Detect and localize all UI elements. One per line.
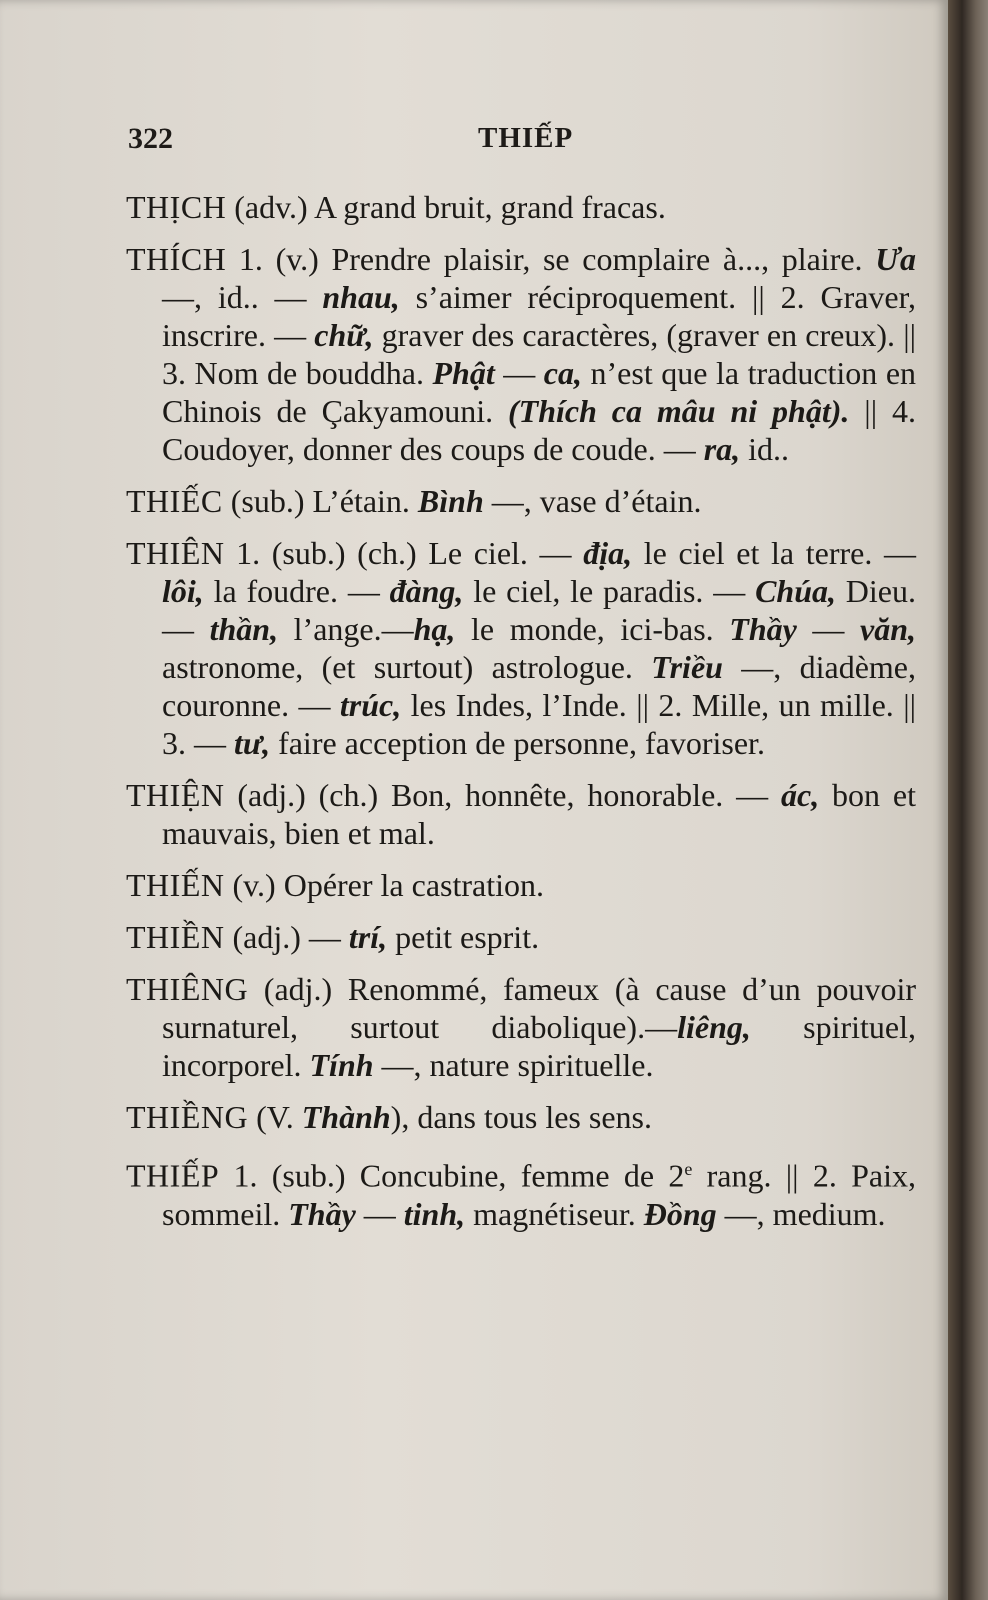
entry-text: petit esprit.	[387, 919, 540, 955]
entry-italic-term: (Thích ca mâu ni phật).	[508, 393, 850, 429]
entry-headword: THIẾC	[126, 483, 223, 519]
entry-italic-term: chữ,	[314, 317, 374, 353]
entry-headword: THỊCH	[126, 189, 227, 225]
entry-text: graver des caractères, (graver en creux). || 3. Nom de bouddha.	[162, 317, 917, 391]
entry-italic-term: Thầy	[288, 1195, 356, 1232]
entry-text: (adj.) (ch.) Bon, honnête, honorable. —	[237, 777, 781, 813]
entry-text: rang. || 2. Paix, sommeil.	[162, 1157, 917, 1232]
dictionary-entry	[126, 240, 916, 468]
entry-text: —	[796, 611, 861, 647]
entry-text: spirituel, incorporel.	[162, 1009, 917, 1083]
entry-text: (adv.) A grand bruit, grand fracas.	[234, 189, 666, 225]
entry-text: le ciel, le paradis. —	[463, 573, 756, 609]
entry-text: faire acception de personne, favoriser.	[270, 725, 765, 761]
dictionary-entry	[126, 918, 916, 956]
entry-italic-term: hạ,	[413, 611, 456, 647]
entry-text: —, nature spirituelle.	[373, 1047, 654, 1083]
entry-headword: THIẾN	[126, 867, 225, 903]
dictionary-entry	[126, 482, 916, 520]
running-head: THIẾP	[478, 122, 574, 154]
entry-italic-term: đàng,	[389, 573, 464, 609]
entry-italic-term: địa,	[583, 535, 633, 571]
entry-text: s’aimer réciproquement. || 2. Graver, inscrire. —	[162, 279, 917, 353]
entry-italic-term: Đồng	[643, 1195, 717, 1232]
entry-italic-term: ác,	[781, 777, 820, 813]
entry-italic-term: ra,	[703, 431, 741, 467]
entry-text: || 4. Coudoyer, donner des coups de coude. —	[162, 393, 917, 467]
entry-italic-term: thần,	[209, 611, 279, 647]
entry-italic-term: liêng,	[677, 1009, 751, 1045]
entry-text: —, diadème, couronne. —	[162, 649, 916, 723]
entry-headword: THIỀNG	[126, 1099, 249, 1135]
entry-text: 1. (sub.) Concubine, femme de 2	[233, 1157, 685, 1194]
entry-italic-term: Bình	[417, 483, 484, 519]
entry-italic-term: lôi,	[162, 573, 204, 609]
entry-text: 1. (v.) Prendre plaisir, se complaire à..., plaire.	[238, 241, 876, 277]
entry-italic-term: tinh,	[403, 1195, 466, 1232]
entry-text: la foudre. —	[203, 573, 390, 609]
entry-text: —	[355, 1195, 404, 1232]
entry-italic-term: nhau,	[322, 279, 400, 315]
entry-italic-term: Tính	[309, 1047, 374, 1083]
dictionary-entry	[126, 188, 916, 226]
entry-italic-term: tư,	[234, 725, 271, 761]
entry-headword: THIỀN	[126, 919, 225, 955]
entry-italic-term: ca,	[543, 355, 582, 391]
dictionary-entry	[126, 970, 916, 1084]
entry-text: le ciel et la terre. —	[632, 535, 917, 571]
book-spine	[948, 0, 988, 1600]
entry-italic-term: văn,	[860, 611, 917, 647]
dictionary-entry	[126, 776, 916, 852]
entry-text: astronome, (et surtout) astrologue.	[162, 649, 652, 685]
entry-text: bon et mauvais, bien et mal.	[162, 777, 917, 851]
entry-text: (v.) Opérer la castration.	[232, 867, 545, 903]
entry-text: 1. (sub.) (ch.) Le ciel. —	[236, 535, 584, 571]
entry-italic-term: trúc,	[339, 687, 402, 723]
dictionary-entry	[126, 866, 916, 904]
entry-text: (adj.) —	[232, 919, 349, 955]
entry-text: (V.	[256, 1099, 302, 1135]
entry-text: n’est que la traduction en Chinois de Çakyamouni.	[162, 355, 917, 429]
entry-text: —	[494, 355, 544, 391]
entry-text: id..	[740, 431, 790, 467]
entry-headword: THÍCH	[126, 241, 227, 277]
dictionary-entry	[126, 1150, 916, 1233]
entry-text: —, medium.	[716, 1195, 886, 1232]
entry-text: le monde, ici-bas.	[455, 611, 730, 647]
page-header	[128, 122, 918, 162]
dictionary-entry	[126, 534, 916, 762]
entry-text: (sub.) L’étain.	[230, 483, 418, 519]
entry-headword: THIÊN	[126, 535, 225, 571]
entry-italic-term: trí,	[348, 919, 388, 955]
entry-text: (adj.) Renommé, fameux (à cause d’un pouvoir surnaturel, surtout diabolique).—	[162, 971, 917, 1045]
entry-text: —, id.. —	[162, 279, 323, 315]
entry-headword: THIẾP	[126, 1157, 220, 1194]
entry-text: —, vase d’étain.	[483, 483, 702, 519]
entry-italic-term: Thầy	[729, 611, 797, 647]
entry-italic-term: Chúa,	[755, 573, 836, 609]
entry-text: magnétiseur.	[465, 1195, 644, 1232]
dictionary-entries	[126, 188, 916, 1247]
entry-headword: THIỆN	[126, 777, 225, 813]
entry-italic-term: Triều	[651, 649, 723, 685]
entry-italic-term: Thành	[301, 1099, 391, 1135]
entry-text: Dieu. —	[162, 573, 917, 647]
entry-text: ), dans tous les sens.	[390, 1099, 652, 1135]
entry-text: les Indes, l’Inde. || 2. Mille, un mille. || 3. —	[162, 687, 917, 761]
entry-text: l’ange.—	[278, 611, 414, 647]
dictionary-entry	[126, 1098, 916, 1136]
entry-italic-term: Phật	[432, 355, 495, 391]
entry-headword: THIÊNG	[126, 971, 249, 1007]
entry-superscript: e	[684, 1159, 693, 1179]
page-number: 322	[128, 122, 173, 155]
entry-italic-term: Ưa	[875, 241, 917, 277]
